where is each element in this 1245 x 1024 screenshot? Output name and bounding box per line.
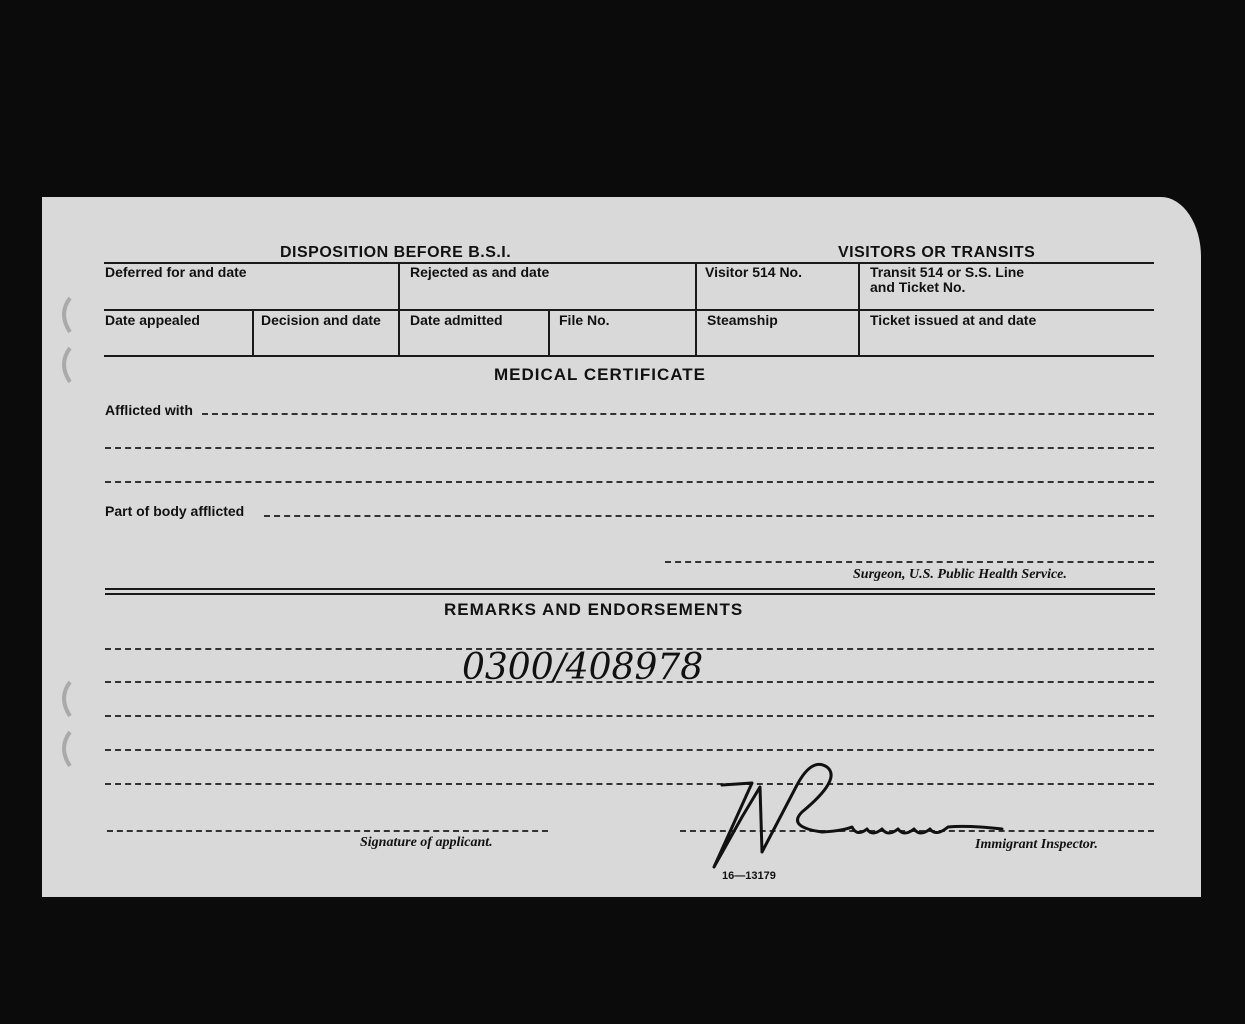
grid-divider bbox=[695, 262, 697, 355]
deferred-label: Deferred for and date bbox=[105, 264, 247, 280]
remarks-line bbox=[105, 715, 1154, 717]
date-admitted-label: Date admitted bbox=[410, 312, 503, 328]
section-rule bbox=[105, 593, 1155, 595]
date-appealed-label: Date appealed bbox=[105, 312, 200, 328]
transit-label-line1: Transit 514 or S.S. Line bbox=[870, 264, 1025, 280]
rejected-label: Rejected as and date bbox=[410, 264, 550, 280]
remarks-line bbox=[105, 749, 1154, 751]
binder-clip-icon bbox=[56, 730, 76, 770]
form-number: 16—13179 bbox=[722, 870, 776, 882]
inspector-label: Immigrant Inspector. bbox=[975, 837, 1098, 852]
afflicted-line bbox=[202, 413, 1154, 415]
surgeon-label: Surgeon, U.S. Public Health Service. bbox=[853, 567, 1067, 582]
afflicted-label: Afflicted with bbox=[105, 402, 193, 418]
binder-clip-icon bbox=[56, 680, 76, 720]
grid-mid-line bbox=[104, 309, 1154, 311]
disposition-title: DISPOSITION BEFORE B.S.I. bbox=[280, 244, 512, 261]
grid-divider bbox=[548, 309, 550, 355]
grid-bottom-line bbox=[104, 355, 1154, 357]
ticket-label: Ticket issued at and date bbox=[870, 312, 1037, 328]
afflicted-line-2 bbox=[105, 447, 1154, 449]
applicant-signature-line bbox=[107, 830, 548, 832]
decision-label: Decision and date bbox=[261, 312, 381, 328]
part-of-body-line bbox=[264, 515, 1154, 517]
remarks-title: REMARKS AND ENDORSEMENTS bbox=[444, 600, 744, 619]
part-of-body-label: Part of body afflicted bbox=[105, 503, 245, 519]
afflicted-line-3 bbox=[105, 481, 1154, 483]
binder-clip-icon bbox=[56, 346, 76, 386]
surgeon-signature-line bbox=[665, 561, 1154, 563]
binder-clip-icon bbox=[56, 296, 76, 336]
applicant-signature-label: Signature of applicant. bbox=[360, 835, 493, 850]
steamship-label: Steamship bbox=[707, 312, 778, 328]
handwritten-file-number: 0300/408978 bbox=[462, 647, 704, 688]
section-rule bbox=[105, 588, 1155, 590]
grid-divider bbox=[858, 262, 860, 355]
inspector-signature-scribble bbox=[702, 757, 1022, 877]
grid-divider bbox=[252, 309, 254, 355]
grid-divider bbox=[398, 262, 400, 355]
record-card bbox=[42, 197, 1201, 897]
file-no-label: File No. bbox=[559, 312, 610, 328]
medical-title: MEDICAL CERTIFICATE bbox=[494, 365, 706, 384]
visitor-label: Visitor 514 No. bbox=[705, 264, 803, 280]
visitors-title: VISITORS OR TRANSITS bbox=[838, 244, 1036, 261]
transit-label-line2: and Ticket No. bbox=[870, 279, 966, 295]
transit-label bbox=[870, 265, 1024, 295]
